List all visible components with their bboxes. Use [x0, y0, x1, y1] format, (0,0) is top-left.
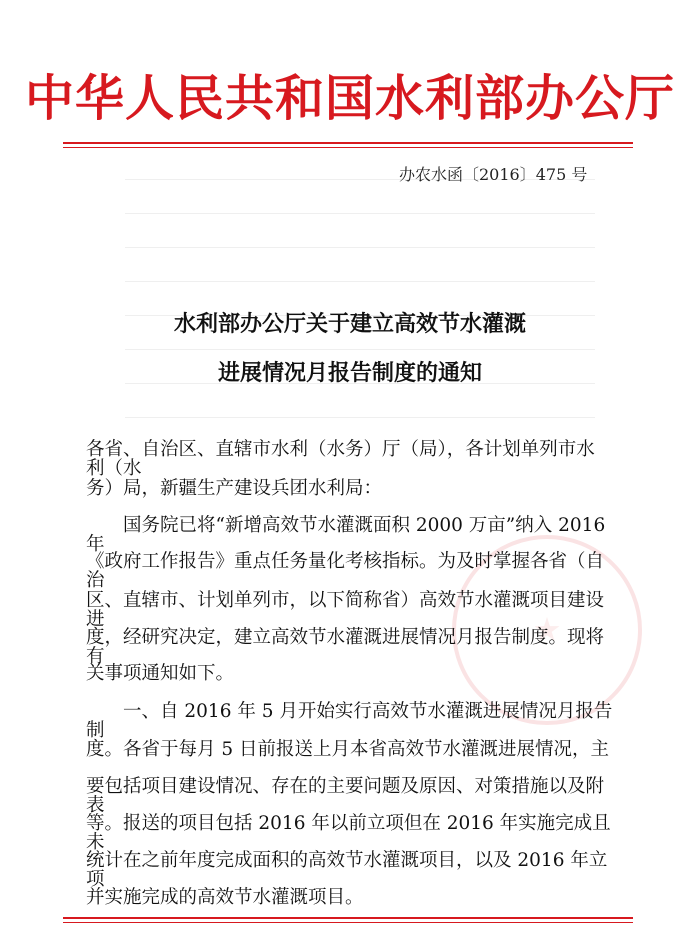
recipient-line-2: 务）局，新疆生产建设兵团水利局：: [86, 478, 383, 499]
document-number: 办农水函〔2016〕475 号: [399, 165, 588, 184]
notice-title-line-2: 进展情况月报告制度的通知: [217, 360, 482, 386]
notice-title-line-1: 水利部办公厅关于建立高效节水灌溉: [173, 311, 526, 337]
paragraph-1-line-5: 关事项通知如下。: [86, 663, 235, 684]
header-red-rule-thin: [63, 147, 633, 148]
paragraph-2-line-2: 度。各省于每月 5 日前报送上月本省高效节水灌溉进展情况，主: [86, 739, 610, 760]
paragraph-1-line-3: 区、直辖市、计划单列市，以下简称省）高效节水灌溉项目建设进: [86, 590, 605, 630]
paragraph-1-line-4: 度，经研究决定，建立高效节水灌溉进展情况月报告制度。现将有: [86, 627, 605, 667]
paragraph-1-line-1: [86, 517, 613, 554]
paragraph-2-line-6: 并实施完成的高效节水灌溉项目。: [86, 887, 364, 908]
recipient-line-1: 各省、自治区、直辖市水利（水务）厅（局），各计划单列市水利（水: [86, 439, 595, 479]
footer-red-rule-thin: [63, 922, 633, 923]
paragraph-2-line-1: [86, 703, 613, 740]
header-red-rule-thick: [63, 142, 633, 144]
paragraph-1-line-1-text: 国务院已将“新增高效节水灌溉面积 2000 万亩”纳入 2016 年: [86, 515, 606, 555]
paragraph-1-line-2: 《政府工作报告》重点任务量化考核指标。为及时掌握各省（自治: [86, 551, 605, 591]
agency-header-title: 中华人民共和国水利部办公厅: [24, 69, 675, 127]
footer-red-rule-thick: [63, 917, 633, 919]
paragraph-2-line-1-text: 一、自 2016 年 5 月开始实行高效节水灌溉进展情况月报告制: [86, 701, 613, 741]
paragraph-2-line-4: 等。报送的项目包括 2016 年以前立项但在 2016 年实施完成且未: [86, 813, 611, 853]
paragraph-2-line-3: 要包括项目建设情况、存在的主要问题及原因、对策措施以及附表: [86, 776, 605, 816]
paragraph-2-line-5: 统计在之前年度完成面积的高效节水灌溉项目，以及 2016 年立项: [86, 850, 608, 890]
